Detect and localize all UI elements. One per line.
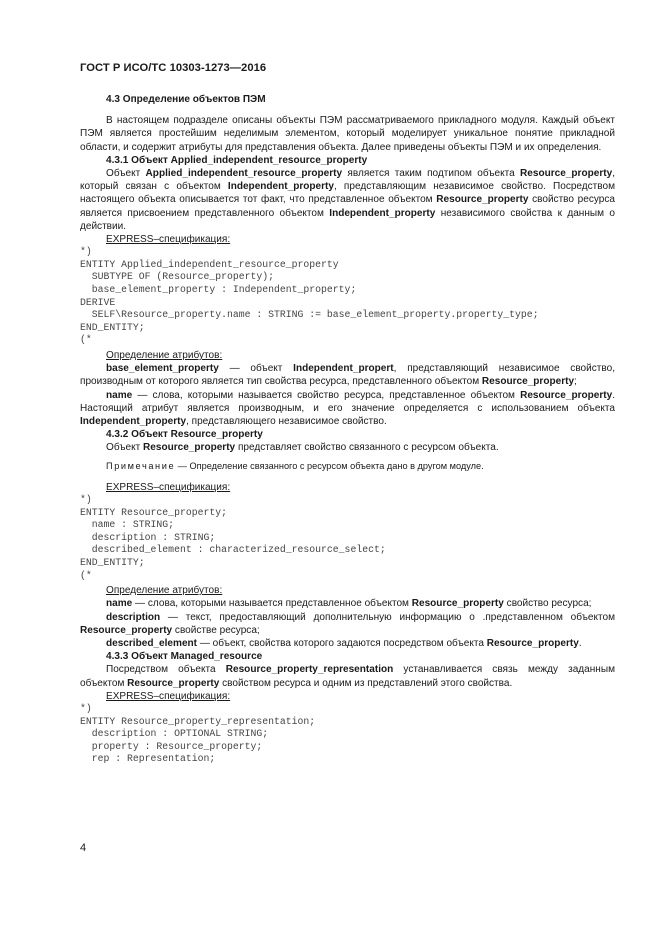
paragraph: Посредством объекта Resource_property_representation устанавливается связь между заданным объектом Resource_property свойством ресурса и одним из представлений этого свойства. [80, 664, 615, 689]
express-code: *) ENTITY Resource_property_representation; description : OPTIONAL STRING; property : Resource_property; rep : Representation; [80, 703, 316, 765]
document-body [80, 93, 615, 766]
express-label: EXPRESS–спецификация: [106, 234, 231, 246]
subsection-heading: 4.3.3 Объект Managed_resource [106, 651, 263, 663]
attributes-label: Определение атрибутов: [106, 585, 223, 597]
attribute-definition: description — текст, предоставляющий дополнительную информацию о .представленном объектом Resource_property свойстве ресурса; [80, 611, 615, 636]
attributes-label: Определение атрибутов: [106, 349, 223, 361]
attribute-definition: base_element_property — объект Independent_propert, представляющий независимое свойство, производным от которого является тип свойства ресурса, представленного объектом Resource_property; [80, 363, 615, 388]
subsection-heading: 4.3.1 Объект Applied_independent_resource_property [106, 154, 368, 166]
express-code: *) ENTITY Resource_property; name : STRING; description : STRING; described_element : characterized_resource_select; END_ENTITY; (* [80, 494, 386, 581]
express-code: *) ENTITY Applied_independent_resource_property SUBTYPE OF (Resource_property); base_element_property : Independent_property; DERIVE SELF\Resource_property.name : STRING := base_element_property.property_type; END_ENTITY; (* [80, 246, 539, 346]
section-heading: 4.3 Определение объектов ПЭМ [106, 94, 266, 105]
express-label: EXPRESS–спецификация: [106, 481, 231, 493]
attribute-definition: name — слова, которыми называется представленное объектом Resource_property свойство ресурса; [106, 598, 592, 610]
subsection-heading: 4.3.2 Объект Resource_property [106, 429, 263, 441]
attribute-definition: described_element — объект, свойства которого задаются посредством объекта Resource_property. [106, 637, 582, 649]
express-label: EXPRESS–спецификация: [106, 690, 231, 702]
paragraph: Объект Applied_independent_resource_property является таким подтипом объекта Resource_property, который связан с объектом Independent_property, представляющим независимое свойство. Посредством настоящего объекта описывается тот факт, что представленное объектом Resource_property свойство ресурса является присвоением представленного объектом Independent_property независимого свойства к данным о действии. [80, 168, 615, 232]
paragraph: Объект Resource_property представляет свойство связанного с ресурсом объекта. [106, 442, 499, 454]
attribute-definition: name — слова, которыми называется свойство ресурса, представленное объектом Resource_property. Настоящий атрибут является производным, и его значение определяется с использованием объекта Independent_property, представляющего независимое свойство. [80, 389, 615, 427]
section-intro: В настоящем подразделе описаны объекты ПЭМ рассматриваемого прикладного модуля. Каждый объект ПЭМ является простейшим неделимым элементом, который моделирует уникальное понятие прикладной области, и содержит атрибуты для представления объекта. Далее приведены объекты ПЭМ и их определения. [80, 115, 615, 153]
page-number: 4 [80, 842, 87, 854]
note: Примечание — Определение связанного с ресурсом объекта дано в другом модуле. [106, 460, 484, 471]
document-header: ГОСТ Р ИСО/ТС 10303-1273—2016 [80, 62, 267, 74]
